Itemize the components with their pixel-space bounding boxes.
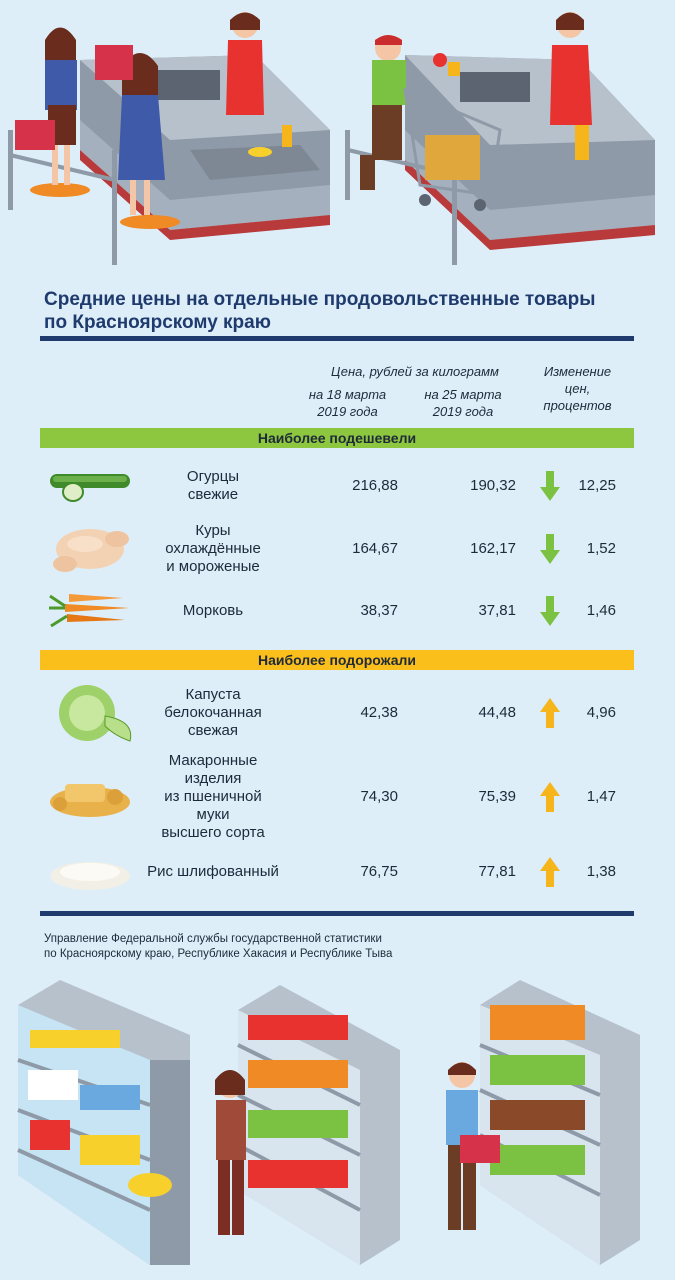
pasta-icon — [45, 767, 140, 827]
title-line-2: по Красноярскому краю — [44, 312, 271, 333]
rice-icon — [45, 842, 140, 902]
price-mar18: 76,75 — [360, 863, 398, 880]
title-line-1: Средние цены на отдельные продовольственные товары — [44, 289, 596, 310]
product-name: Макаронные изделия из пшеничной муки высшего сорта — [161, 752, 265, 841]
arrow-up-icon — [540, 857, 560, 892]
price-mar25: 190,32 — [470, 477, 516, 494]
price-change: 4,96 — [586, 704, 616, 721]
checkout-illustration — [0, 0, 675, 275]
date1-header: на 18 марта 2019 года — [308, 387, 387, 419]
arrow-down-icon — [540, 471, 560, 506]
product-name: Рис шлифованный — [147, 863, 279, 880]
price-mar25: 77,81 — [478, 863, 516, 880]
arrow-up-icon — [540, 698, 560, 733]
cucumber-icon — [45, 456, 140, 516]
price-mar18: 38,37 — [360, 602, 398, 619]
product-name: Морковь — [182, 602, 244, 619]
price-header: Цена, рублей за килограмм — [331, 364, 499, 379]
arrow-down-icon — [540, 596, 560, 631]
arrow-down-icon — [540, 534, 560, 569]
price-mar25: 37,81 — [478, 602, 516, 619]
price-mar18: 42,38 — [360, 704, 398, 721]
product-name: Капуста белокочанная свежая — [164, 686, 262, 739]
price-mar25: 75,39 — [478, 788, 516, 805]
price-change: 1,52 — [586, 540, 616, 557]
shelves-illustration — [0, 975, 675, 1280]
bottom-divider — [40, 911, 634, 916]
price-mar18: 216,88 — [352, 477, 398, 494]
price-change: 1,38 — [586, 863, 616, 880]
date2-header: на 25 марта 2019 года — [424, 387, 502, 419]
carrot-icon — [45, 581, 140, 641]
price-change: 1,46 — [586, 602, 616, 619]
price-mar25: 44,48 — [478, 704, 516, 721]
chicken-icon — [45, 519, 140, 579]
source-note: Управление Федеральной службы государственной статистики по Красноярскому краю, Республике Хакасия и Республике Тыва — [44, 933, 393, 960]
product-name: Огурцы свежие — [186, 468, 240, 503]
cabbage-icon — [45, 683, 140, 743]
change-header: Изменение цен, процентов — [543, 364, 612, 413]
cheaper-band: Наиболее подешевели — [40, 428, 634, 448]
title-divider — [40, 336, 634, 341]
price-mar18: 74,30 — [360, 788, 398, 805]
pricier-band: Наиболее подорожали — [40, 650, 634, 670]
price-mar25: 162,17 — [470, 540, 516, 557]
price-mar18: 164,67 — [352, 540, 398, 557]
page-title — [44, 288, 644, 334]
arrow-up-icon — [540, 782, 560, 817]
price-change: 12,25 — [578, 477, 616, 494]
product-name: Куры охлаждённые и мороженые — [165, 522, 261, 575]
price-change: 1,47 — [586, 788, 616, 805]
